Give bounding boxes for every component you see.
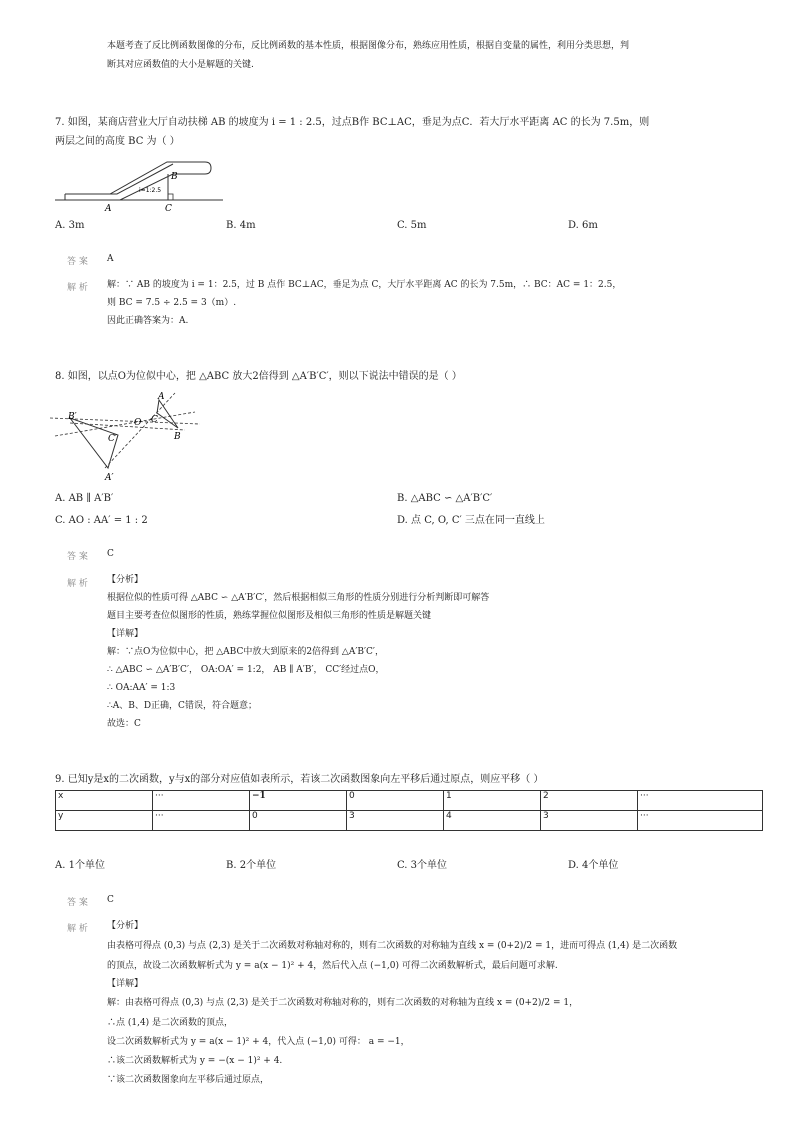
q8-option-c: C. AO : AA′ = 1 : 2 [55, 515, 148, 526]
q9-value-table [55, 790, 763, 831]
q8-option-b: B. △ABC ∽ △A′B′C′ [397, 493, 493, 504]
q9-analysis-line-1: 【分析】 [107, 921, 144, 931]
q9-analysis-line-5: 解：由表格可得点 (0,3) 与点 (2,3) 是关于二次函数对称轴对称的，则有二次函数的对称轴为直线 x = (0+2)/2 = 1， [107, 998, 579, 1008]
q9-analysis-line-2: 由表格可得点 (0,3) 与点 (2,3) 是关于二次函数对称轴对称的，则有二次函数的对称轴为直线 x = (0+2)/2 = 1，进而可得点 (1,4) 是二次函数 [107, 941, 678, 951]
q9-option-d: D. 4个单位 [568, 860, 619, 871]
table-cell: 4 [444, 811, 541, 831]
table-cell: ··· [153, 791, 250, 811]
fig7-slope-label: i=1:2.5 [139, 187, 162, 194]
table-cell: 1 [444, 791, 541, 811]
q8-analysis-line-6: ∴ △ABC ∽ △A′B′C′， OA:OA′ = 1:2， AB ∥ A′B′， CC′经过点O， [107, 665, 385, 675]
table-row [56, 791, 763, 811]
q8-answer: C [107, 549, 114, 559]
q7-escalator-figure [55, 150, 225, 215]
fig8-label-b-prime: B′ [68, 412, 77, 422]
intro-line-1: 本题考查了反比例函数图像的分布，反比例函数的基本性质，根据图像分布，熟练应用性质，根据自变量的属性，利用分类思想，判 [107, 41, 630, 51]
q9-option-a: A. 1个单位 [55, 860, 105, 871]
q8-analysis-line-1: 【分析】 [107, 575, 144, 585]
fig7-label-a: A [105, 204, 112, 214]
q8-answer-label: 答 案 [67, 552, 88, 562]
fig7-label-b: B [171, 172, 178, 182]
q7-answer-label: 答 案 [67, 257, 88, 267]
q9-analysis-line-7: 设二次函数解析式为 y = a(x − 1)² + 4，代入点 (−1,0) 可得： a = −1， [107, 1037, 410, 1047]
q7-stem-line-2: 两层之间的高度 BC 为（ ） [55, 136, 180, 147]
q8-option-d: D. 点 C, O, C′ 三点在同一直线上 [397, 515, 545, 526]
fig8-label-a-prime: A′ [105, 473, 114, 483]
q8-option-a: A. AB ∥ A′B′ [55, 493, 114, 504]
q8-analysis-line-3: 题目主要考查位似图形的性质，熟练掌握位似图形及相似三角形的性质是解题关键 [107, 611, 432, 621]
table-cell: 0 [347, 791, 444, 811]
q8-analysis-line-5: 解：∵点O为位似中心，把 △ABC中放大到原来的2倍得到 △A′B′C′， [107, 647, 384, 657]
q7-answer: A [107, 254, 114, 264]
q7-option-b: B. 4m [226, 220, 256, 231]
fig7-label-c: C [165, 204, 172, 214]
table-cell: ··· [153, 811, 250, 831]
fig8-label-a: A [158, 392, 165, 402]
q7-stem-line-1: 7. 如图，某商店营业大厅自动扶梯 AB 的坡度为 i = 1 : 2.5，过点B作 BC⊥AC，垂足为点C．若大厅水平距离 AC 的长为 7.5m，则 [55, 117, 650, 128]
q9-analysis-line-4: 【详解】 [107, 979, 144, 989]
q8-homothety-figure [50, 388, 200, 483]
fig8-label-b: B [174, 432, 181, 442]
table-cell: y [56, 811, 153, 831]
q7-option-c: C. 5m [397, 220, 427, 231]
table-cell: −1 [250, 791, 347, 811]
table-cell: ··· [638, 791, 763, 811]
fig8-label-c-prime: C′ [108, 434, 117, 444]
table-cell: 2 [541, 791, 638, 811]
q7-analysis-label: 解 析 [67, 283, 88, 293]
table-cell: 3 [541, 811, 638, 831]
q9-analysis-line-8: ∴该二次函数解析式为 y = −(x − 1)² + 4. [107, 1056, 283, 1066]
q8-analysis-label: 解 析 [67, 579, 88, 589]
q9-option-c: C. 3个单位 [397, 860, 448, 871]
fig8-label-o: O [134, 418, 142, 428]
q7-solution-line-3: 因此正确答案为：A. [107, 316, 189, 326]
table-cell: 3 [347, 811, 444, 831]
q8-analysis-line-4: 【详解】 [107, 629, 144, 639]
q8-analysis-line-8: ∴A、B、D正确，C错误，符合题意； [107, 701, 257, 711]
q9-analysis-line-9: ∵该二次函数图象向左平移后通过原点， [107, 1075, 270, 1085]
q7-solution-line-1: 解：∵ AB 的坡度为 i = 1：2.5，过 B 点作 BC⊥AC，垂足为点 C，大厅水平距离 AC 的长为 7.5m，∴ BC：AC = 1：2.5， [107, 280, 622, 290]
q7-option-d: D. 6m [568, 220, 598, 231]
q9-analysis-line-3: 的顶点，故设二次函数解析式为 y = a(x − 1)² + 4，然后代入点 (−1,0) 可得二次函数解析式，最后问题可求解. [107, 961, 558, 971]
q9-option-b: B. 2个单位 [226, 860, 277, 871]
q9-analysis-label: 解 析 [67, 924, 88, 934]
q8-analysis-line-7: ∴ OA:AA′ = 1:3 [107, 683, 176, 693]
table-cell: ··· [638, 811, 763, 831]
q9-analysis-line-6: ∴点 (1,4) 是二次函数的顶点， [107, 1018, 234, 1028]
intro-line-2: 断其对应函数值的大小是解题的关键. [107, 60, 254, 70]
q8-analysis-line-9: 故选：C [107, 719, 141, 729]
q9-answer: C [107, 895, 114, 905]
q9-answer-label: 答 案 [67, 898, 88, 908]
q7-solution-line-2: 则 BC = 7.5 ÷ 2.5 = 3（m）. [107, 298, 237, 308]
table-cell: 0 [250, 811, 347, 831]
q8-stem: 8. 如图，以点O为位似中心，把 △ABC 放大2倍得到 △A′B′C′，则以下说法中错误的是（ ） [55, 371, 462, 382]
q8-analysis-line-2: 根据位似的性质可得 △ABC ∽ △A′B′C′，然后根据相似三角形的性质分别进行分析判断即可解答 [107, 593, 490, 603]
table-row [56, 811, 763, 831]
table-cell: x [56, 791, 153, 811]
fig8-label-c: C [151, 415, 158, 425]
q9-stem: 9. 已知y是x的二次函数，y与x的部分对应值如表所示，若该二次函数图象向左平移后通过原点，则应平移（ ） [55, 774, 544, 785]
q7-option-a: A. 3m [55, 220, 85, 231]
